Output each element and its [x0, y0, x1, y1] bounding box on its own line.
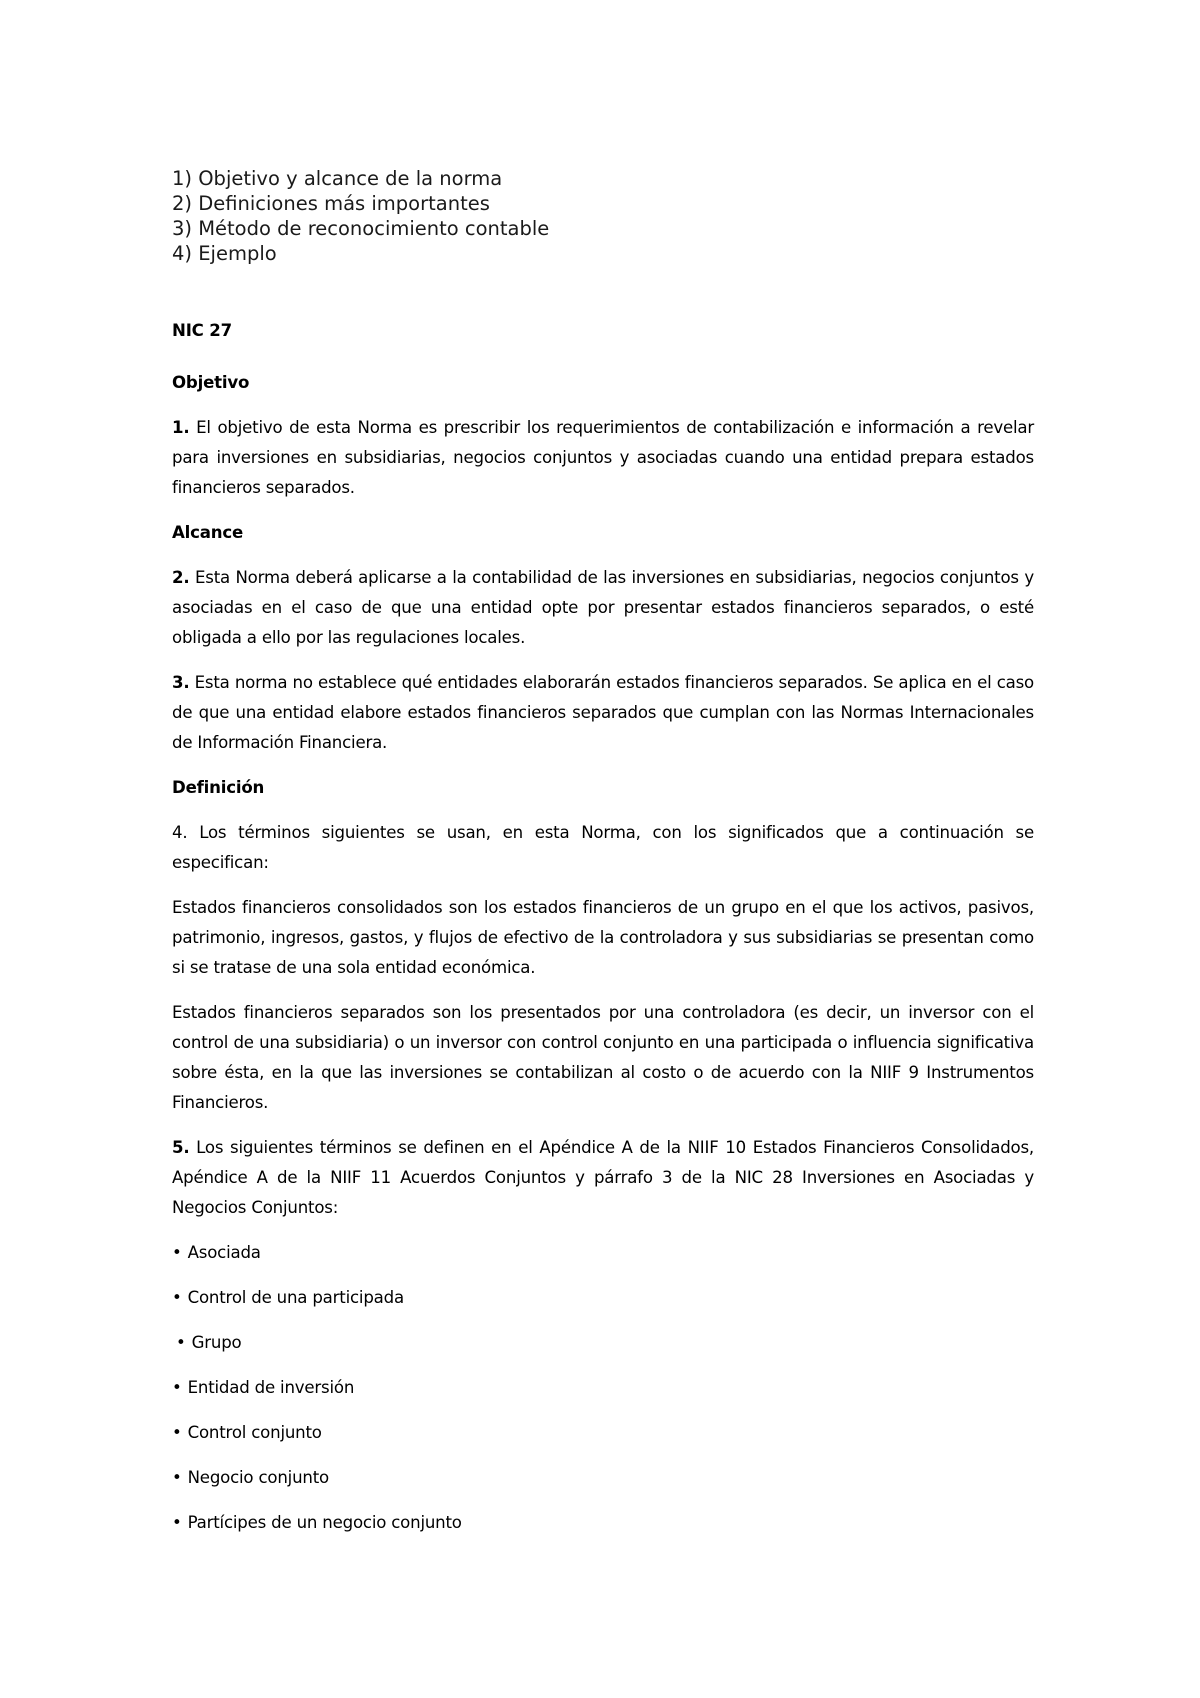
paragraph-number: 4. — [172, 823, 188, 842]
paragraph-number: 3. — [172, 673, 190, 692]
paragraph-number: 5. — [172, 1138, 190, 1157]
toc-item: 2) Definiciones más importantes — [172, 192, 490, 215]
list-item: • Control conjunto — [172, 1418, 1034, 1448]
bullet-icon: • — [172, 1378, 182, 1397]
definition-separados: Estados financieros separados son los presentados por una controladora (es decir, un inversor con el control de una subsidiaria) o un inversor con control conjunto en una participada o influencia significativa sobre ésta, en la que las inversiones se contabilizan al costo o de acuerdo con la NIIF 9 Instrumentos Financieros. — [172, 1003, 1034, 1112]
list-item: • Control de una participada — [172, 1283, 1034, 1313]
list-item: • Partícipes de un negocio conjunto — [172, 1508, 1034, 1538]
toc-item: 3) Método de reconocimiento contable — [172, 217, 550, 240]
toc-item: 4) Ejemplo — [172, 242, 277, 265]
paragraph-text: Los términos siguientes se usan, en esta Norma, con los significados que a continuación se especifican: — [172, 823, 1034, 872]
table-of-contents — [172, 166, 549, 266]
paragraph-4 — [172, 818, 1034, 878]
paragraph-1 — [172, 413, 1034, 503]
paragraph-5 — [172, 1133, 1034, 1223]
document-body — [172, 316, 1034, 1553]
list-item: • Negocio conjunto — [172, 1463, 1034, 1493]
section-heading-definicion: Definición — [172, 778, 265, 797]
paragraph-2 — [172, 563, 1034, 653]
list-item: • Asociada — [172, 1238, 1034, 1268]
section-heading-alcance: Alcance — [172, 523, 244, 542]
paragraph-number: 1. — [172, 418, 190, 437]
bullet-icon: • — [172, 1243, 182, 1262]
document-title: NIC 27 — [172, 321, 232, 340]
paragraph-3 — [172, 668, 1034, 758]
paragraph-text: Esta norma no establece qué entidades elaborarán estados financieros separados. Se aplica en el caso de que una entidad elabore estados financieros separados que cumplan con las Normas Internacionales de Información Financiera. — [172, 673, 1034, 752]
list-item: • Grupo — [172, 1328, 1034, 1358]
bullet-icon: • — [172, 1468, 182, 1487]
paragraph-number: 2. — [172, 568, 190, 587]
paragraph-text: Esta Norma deberá aplicarse a la contabilidad de las inversiones en subsidiarias, negocios conjuntos y asociadas en el caso de que una entidad opte por presentar estados financieros separados, o esté obligada a ello por las regulaciones locales. — [172, 568, 1034, 647]
bullet-icon: • — [172, 1288, 182, 1307]
toc-item: 1) Objetivo y alcance de la norma — [172, 167, 503, 190]
paragraph-text: El objetivo de esta Norma es prescribir los requerimientos de contabilización e información a revelar para inversiones en subsidiarias, negocios conjuntos y asociadas cuando una entidad prepara estados financieros separados. — [172, 418, 1034, 497]
bullet-icon: • — [172, 1423, 182, 1442]
bullet-icon: • — [172, 1513, 182, 1532]
paragraph-text: Los siguientes términos se definen en el Apéndice A de la NIIF 10 Estados Financieros Consolidados, Apéndice A de la NIIF 11 Acuerdos Conjuntos y párrafo 3 de la NIC 28 Inversiones en Asociadas y Negocios Conjuntos: — [172, 1138, 1034, 1217]
bullet-icon: • — [176, 1333, 186, 1352]
list-item: • Entidad de inversión — [172, 1373, 1034, 1403]
definition-consolidados: Estados financieros consolidados son los estados financieros de un grupo en el que los activos, pasivos, patrimonio, ingresos, gastos, y flujos de efectivo de la controladora y sus subsidiarias se presentan como si se tratase de una sola entidad económica. — [172, 898, 1034, 977]
section-heading-objetivo: Objetivo — [172, 373, 250, 392]
